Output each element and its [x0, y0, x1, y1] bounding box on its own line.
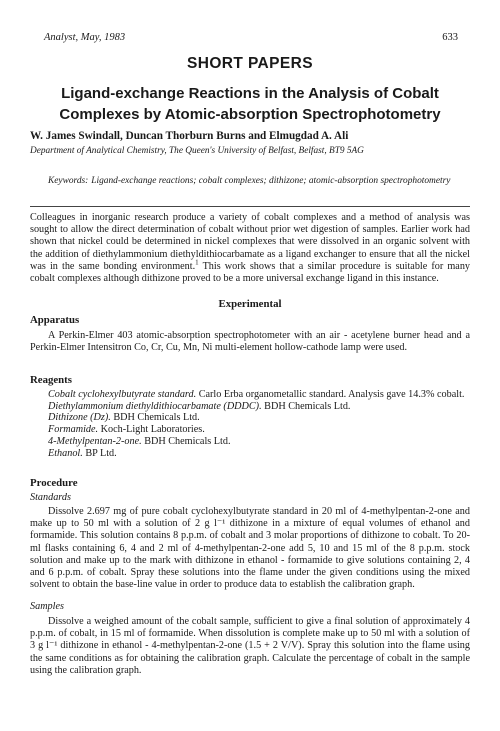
- keywords-label: Keywords:: [48, 176, 89, 186]
- article-title: [30, 83, 470, 125]
- reagents-heading: Reagents: [30, 374, 72, 386]
- reagent-item: [48, 448, 470, 460]
- experimental-heading: Experimental: [218, 298, 282, 310]
- standards-subheading: Standards: [30, 492, 71, 503]
- reagent-detail: Koch-Light Laboratories.: [100, 424, 205, 436]
- reagent-item: [48, 412, 470, 424]
- divider-rule: [30, 206, 470, 207]
- article-title-line-1: Ligand-exchange Reactions in the Analysis of Cobalt: [61, 85, 439, 102]
- reagent-name: Dithizone (Dz).: [48, 412, 111, 424]
- standards-paragraph: Dissolve 2.697 mg of pure cobalt cyclohexylbutyrate standard in 20 ml of 4-methylpentan-2-one and make up to 50 ml with a solution of 2 g l⁻¹ dithizone in a mixture of equal volumes of ethanol and formamide. This solution contains 8 p.p.m. of cobalt and 3 molar proportions of dithizone to cobalt. To 20-ml flasks containing 6, 4 and 2 ml of 4-methylpentan-2-one add 5, 10 and 15 ml of the 8 p.p.m. stock solution and make up to the mark with dithizone in ethanol - formamide to give solutions containing 2, 4 and 6 p.p.m. of cobalt. Spray these solutions into the flame under the given conditions using the mixed solvent to obtain the base-line value in order to produce data to establish the calibration graph.: [30, 506, 470, 591]
- reagent-detail: BDH Chemicals Ltd.: [113, 412, 200, 424]
- samples-paragraph: Dissolve a weighed amount of the cobalt sample, sufficient to give a final solution of approximately 4 p.p.m. of cobalt, in 15 ml of formamide. When dissolution is complete make up to 50 ml with a solution of 3 g l⁻¹ dithizone in ethanol - 4-methylpentan-2-one (1.5 + 2 V/V). Spray this solution into the flame using the same conditions as for obtaining the calibration graph. Calculate the percentage of cobalt in the sample using the calibration graph.: [30, 616, 470, 676]
- author-list: W. James Swindall, Duncan Thorburn Burns and Elmugdad A. Ali: [30, 130, 349, 142]
- reagent-item: [48, 424, 470, 436]
- reagent-name: Cobalt cyclohexylbutyrate standard.: [48, 389, 197, 400]
- running-header: [44, 32, 458, 43]
- intro-text: Colleagues in inorganic research produce a variety of cobalt complexes and a method of analysis was sought to allow the direct determination of cobalt without prior wet digestion of samples. Earlier work had shown that nickel could be determined in nickel complexes that were dissolved in an organic solvent with the addition of diethylammonium diethyldithiocarbamate as a ligand exchanger to ensure that all the nickel was in the same bonding environment.: [30, 212, 470, 272]
- reagent-item: [48, 401, 470, 413]
- procedure-heading: Procedure: [30, 477, 78, 489]
- reagent-detail: Carlo Erba organometallic standard. Analysis gave 14.3% cobalt.: [198, 389, 465, 400]
- page-number: 633: [442, 32, 458, 43]
- reagent-detail: BP Ltd.: [85, 447, 117, 459]
- apparatus-paragraph: A Perkin-Elmer 403 atomic-absorption spectrophotometer with an air - acetylene burner head and a Perkin-Elmer Intensitron Co, Cr, Cu, Mn, Ni multi-element hollow-cathode lamp were used.: [30, 330, 470, 354]
- reagent-detail: BDH Chemicals Ltd.: [144, 435, 231, 447]
- apparatus-heading: Apparatus: [30, 314, 80, 326]
- reagent-detail: BDH Chemicals Ltd.: [264, 400, 351, 412]
- reagent-item: [48, 436, 470, 448]
- section-title: SHORT PAPERS: [187, 55, 313, 72]
- intro-text-end: This work shows that a similar procedure is suitable for many cobalt complexes although dithizone proved to be a more universal exchange ligand in this instance.: [30, 260, 471, 285]
- reagent-name: Diethylammonium diethyldithiocarbamate (DDDC).: [48, 400, 262, 412]
- reagents-list: [48, 389, 470, 459]
- reagent-name: Formamide.: [48, 424, 99, 436]
- introduction-paragraph: [30, 212, 470, 285]
- reference-marker: 1: [195, 258, 199, 267]
- keywords-text: Ligand-exchange reactions; cobalt complexes; dithizone; atomic-absorption spectrophotometry: [91, 176, 451, 186]
- article-title-line-2: Complexes by Atomic-absorption Spectrophotometry: [59, 106, 441, 123]
- samples-subheading: Samples: [30, 601, 64, 612]
- reagent-name: 4-Methylpentan-2-one.: [48, 435, 142, 447]
- reagent-item: [48, 389, 470, 401]
- reagent-name: Ethanol.: [48, 447, 83, 459]
- keywords: [48, 176, 453, 188]
- journal-citation: Analyst, May, 1983: [44, 32, 126, 43]
- affiliation: Department of Analytical Chemistry, The Queen's University of Belfast, Belfast, BT9 5AG: [30, 146, 364, 156]
